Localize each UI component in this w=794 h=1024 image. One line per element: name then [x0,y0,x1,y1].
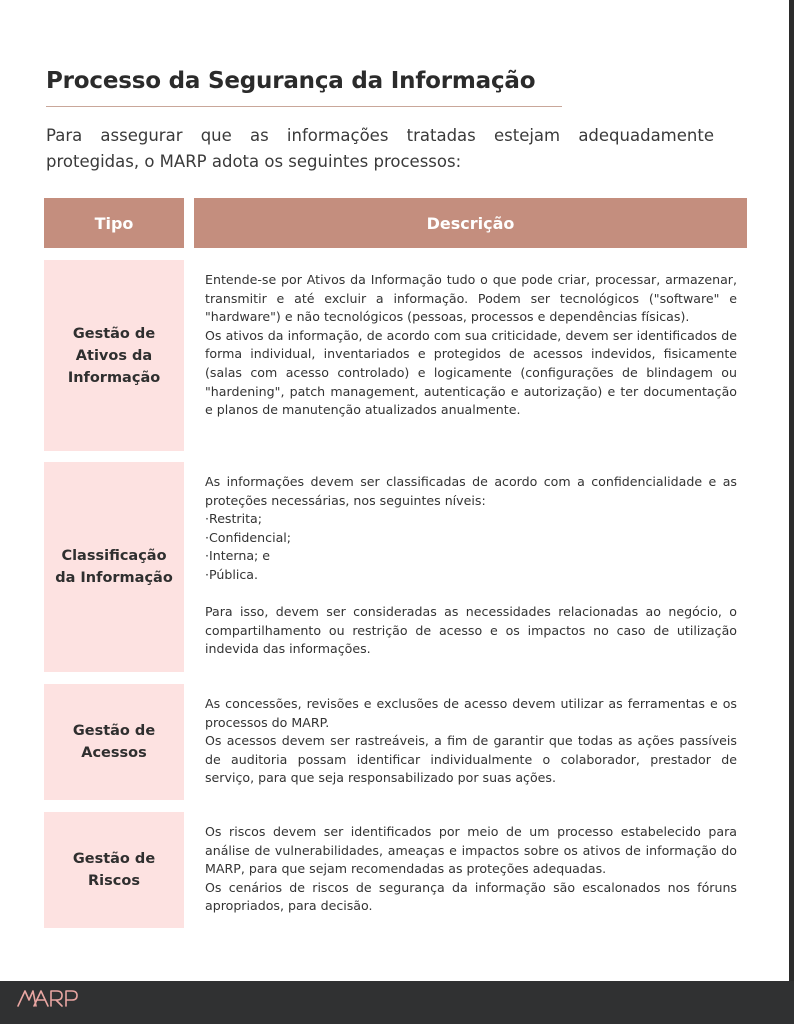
paragraph-gap [205,585,737,604]
desc-paragraph: As informações devem ser classificadas de acordo com a confidencialidade e as proteções necessárias, nos seguintes níveis: [205,474,737,508]
level-item: ·Pública. [205,566,258,582]
marp-logo [16,986,80,1015]
type-cell-riscos: Gestão de Riscos [44,812,184,928]
type-cell-classificacao: Classificação da Informação [44,462,184,672]
page-title: Processo da Segurança da Informação [46,68,536,94]
header-descricao: Descrição [194,198,747,248]
desc-paragraph: Para isso, devem ser consideradas as necessidades relacionadas ao negócio, o compartilhamento ou restrição de acesso e os impactos no caso de utilização indevida das informações. [205,604,737,657]
header-tipo: Tipo [44,198,184,248]
desc-paragraph: Os ativos da informação, de acordo com sua criticidade, devem ser identificados de forma individual, inventariados e protegidos de acessos indevidos, fisicamente (salas com acesso controlado) e logicamente (configurações de blindagem ou "hardening", patch management, autenticação e autorização) e ter documentação e planos de manutenção atualizados anualmente. [205,327,737,418]
desc-paragraph: Os acessos devem ser rastreáveis, a fim de garantir que todas as ações passíveis de auditoria possam identificar individualmente o colaborador, prestador de serviço, para que seja responsabilizado por suas ações. [205,733,737,786]
level-item: ·Confidencial; [205,529,292,545]
level-item: ·Interna; e [205,548,271,564]
desc-paragraph: As concessões, revisões e exclusões de acesso devem utilizar as ferramentas e os processos do MARP. [205,696,737,730]
desc-cell-classificacao [205,473,737,659]
page-edge-shadow [789,0,794,981]
marp-logo-mark [16,986,80,1010]
level-item: ·Restrita; [205,511,263,527]
title-underline [46,106,562,107]
intro-paragraph: Para assegurar que as informações tratadas estejam adequadamente protegidas, o MARP adota os seguintes processos: [46,126,714,171]
desc-paragraph: Entende-se por Ativos da Informação tudo o que pode criar, processar, armazenar, transmitir e até excluir a informação. Podem ser tecnológicos ("software" e "hardware") e não tecnológicos (pessoas, processos e dependências físicas). [205,272,737,325]
footer-bar [0,981,794,1024]
desc-cell-riscos [205,823,737,916]
type-cell-ativos: Gestão de Ativos da Informação [44,260,184,451]
desc-cell-ativos [205,271,737,420]
desc-paragraph: Os riscos devem ser identificados por meio de um processo estabelecido para análise de vulnerabilidades, ameaças e impactos sobre os ativos de informação do MARP, para que sejam recomendadas as proteções adequadas. [205,824,737,877]
desc-cell-acessos [205,695,737,788]
type-cell-acessos: Gestão de Acessos [44,684,184,800]
desc-paragraph: Os cenários de riscos de segurança da informação são escalonados nos fóruns apropriados, para decisão. [205,879,737,914]
